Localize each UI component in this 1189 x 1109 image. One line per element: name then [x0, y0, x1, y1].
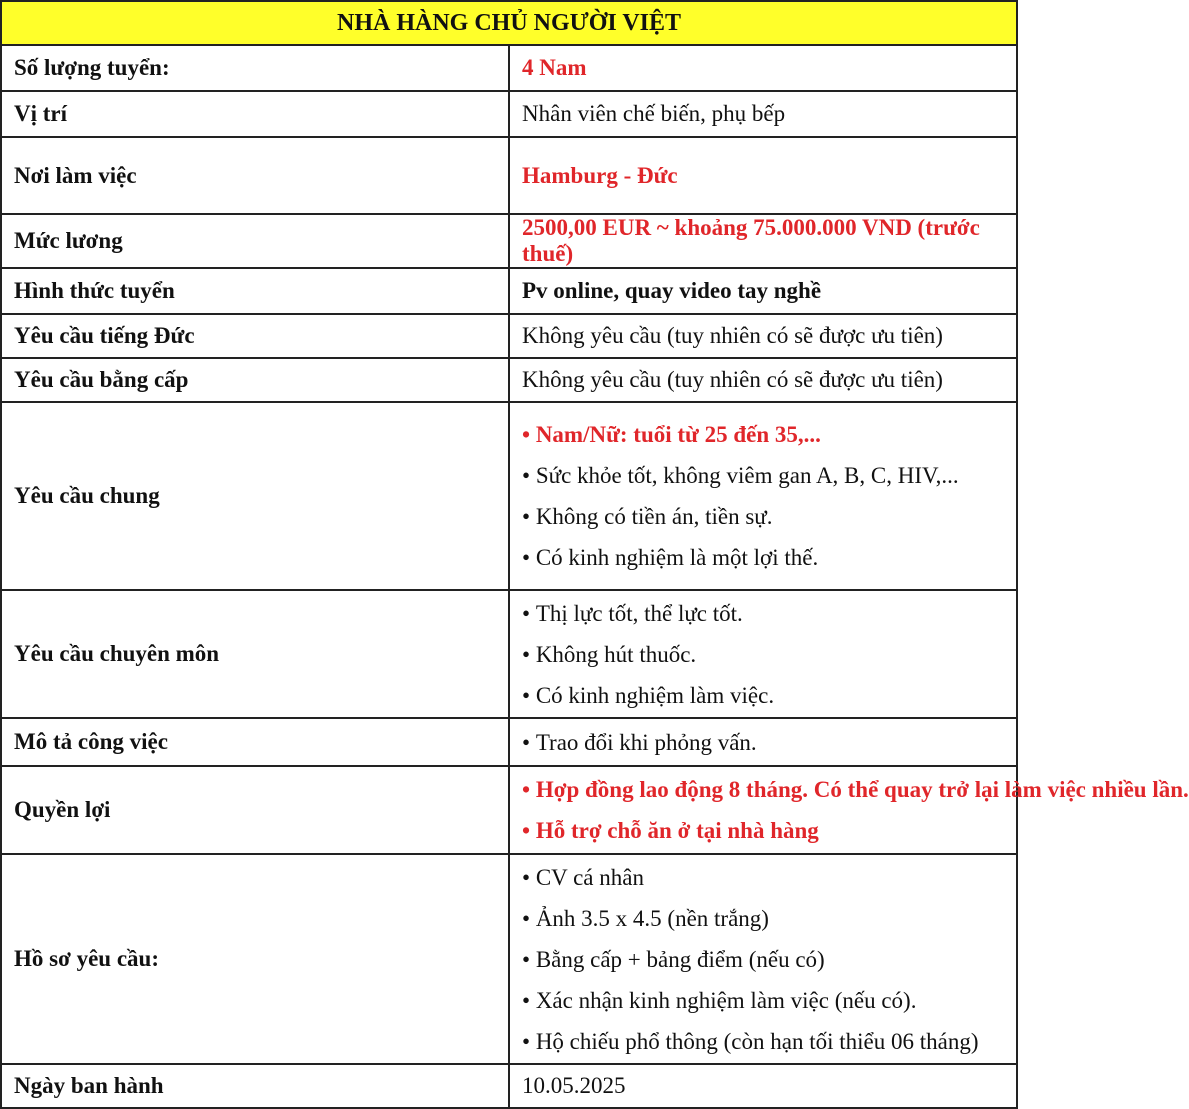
- list-item: • Nam/Nữ: tuổi từ 25 đến 35,...: [522, 414, 1016, 455]
- row-noi-lam-viec: [1, 137, 1017, 214]
- label-tieng-duc: Yêu cầu tiếng Đức: [1, 314, 509, 358]
- value-chuyen-mon: [509, 590, 1017, 718]
- list-item: • Không có tiền án, tiền sự.: [522, 496, 1016, 537]
- value-noi-lam-viec: Hamburg - Đức: [509, 137, 1017, 214]
- list-item: • Sức khỏe tốt, không viêm gan A, B, C, HIV,...: [522, 455, 1016, 496]
- row-ho-so: [1, 854, 1017, 1064]
- label-quyen-loi: Quyền lợi: [1, 766, 509, 854]
- value-mo-ta: [509, 718, 1017, 766]
- row-bang-cap: [1, 358, 1017, 402]
- label-mo-ta: Mô tả công việc: [1, 718, 509, 766]
- row-vi-tri: [1, 91, 1017, 137]
- label-bang-cap: Yêu cầu bằng cấp: [1, 358, 509, 402]
- value-vi-tri: Nhân viên chế biến, phụ bếp: [509, 91, 1017, 137]
- row-hinh-thuc: [1, 268, 1017, 314]
- row-chuyen-mon: [1, 590, 1017, 718]
- list-item: • Không hút thuốc.: [522, 634, 1016, 675]
- label-ngay-ban-hanh: Ngày ban hành: [1, 1064, 509, 1108]
- row-so-luong: [1, 45, 1017, 91]
- title-row: [1, 1, 1017, 45]
- value-muc-luong: 2500,00 EUR ~ khoảng 75.000.000 VND (trước thuế): [509, 214, 1017, 268]
- list-item: • Hợp đồng lao động 8 tháng. Có thể quay trở lại làm việc nhiều lần.: [522, 769, 1016, 810]
- value-hinh-thuc: Pv online, quay video tay nghề: [509, 268, 1017, 314]
- value-yeu-cau-chung: [509, 402, 1017, 590]
- value-ho-so: [509, 854, 1017, 1064]
- value-so-luong: 4 Nam: [509, 45, 1017, 91]
- list-item: • Bằng cấp + bảng điểm (nếu có): [522, 939, 1016, 980]
- value-tieng-duc: Không yêu cầu (tuy nhiên có sẽ được ưu tiên): [509, 314, 1017, 358]
- list-item: • Hỗ trợ chỗ ăn ở tại nhà hàng: [522, 810, 1016, 851]
- row-yeu-cau-chung: [1, 402, 1017, 590]
- row-mo-ta: [1, 718, 1017, 766]
- row-tieng-duc: [1, 314, 1017, 358]
- label-vi-tri: Vị trí: [1, 91, 509, 137]
- list-item: • CV cá nhân: [522, 857, 1016, 898]
- list-item: • Hộ chiếu phổ thông (còn hạn tối thiểu 06 tháng): [522, 1021, 1016, 1062]
- list-item: • Có kinh nghiệm làm việc.: [522, 675, 1016, 716]
- value-bang-cap: Không yêu cầu (tuy nhiên có sẽ được ưu tiên): [509, 358, 1017, 402]
- row-ngay-ban-hanh: [1, 1064, 1017, 1108]
- row-quyen-loi: [1, 766, 1017, 854]
- list-item: • Có kinh nghiệm là một lợi thế.: [522, 537, 1016, 578]
- list-item: • Thị lực tốt, thể lực tốt.: [522, 593, 1016, 634]
- row-muc-luong: [1, 214, 1017, 268]
- title-cell: NHÀ HÀNG CHỦ NGƯỜI VIỆT: [1, 1, 1017, 45]
- label-so-luong: Số lượng tuyển:: [1, 45, 509, 91]
- label-hinh-thuc: Hình thức tuyển: [1, 268, 509, 314]
- list-item: • Ảnh 3.5 x 4.5 (nền trắng): [522, 898, 1016, 939]
- label-ho-so: Hồ sơ yêu cầu:: [1, 854, 509, 1064]
- list-item: • Trao đổi khi phỏng vấn.: [522, 722, 1016, 763]
- label-noi-lam-viec: Nơi làm việc: [1, 137, 509, 214]
- list-item: • Xác nhận kinh nghiệm làm việc (nếu có).: [522, 980, 1016, 1021]
- label-muc-luong: Mức lương: [1, 214, 509, 268]
- value-ngay-ban-hanh: 10.05.2025: [509, 1064, 1017, 1108]
- label-chuyen-mon: Yêu cầu chuyên môn: [1, 590, 509, 718]
- label-yeu-cau-chung: Yêu cầu chung: [1, 402, 509, 590]
- value-quyen-loi: [509, 766, 1189, 854]
